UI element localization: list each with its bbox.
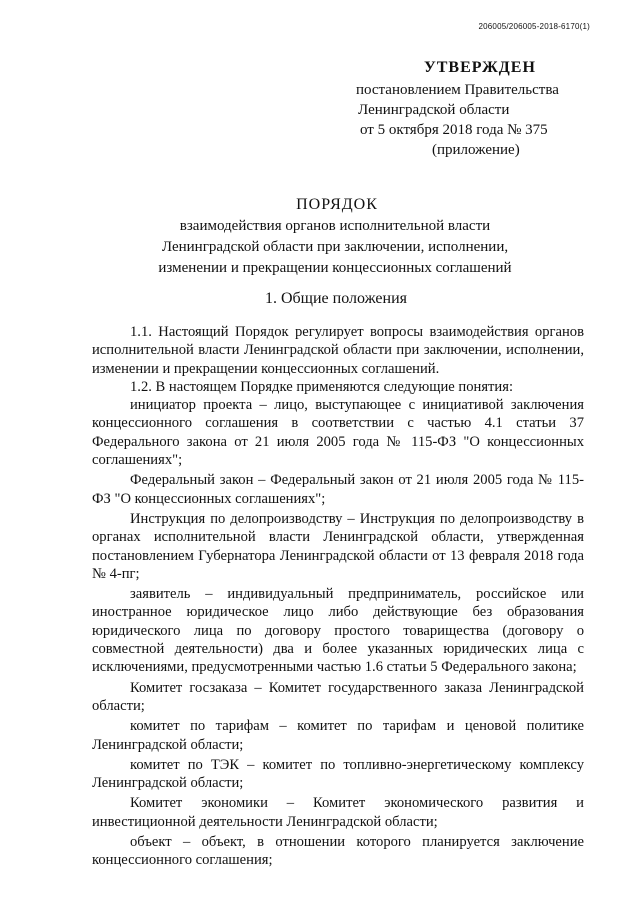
paragraph: 1.2. В настоящем Порядке применяются следующие понятия:: [130, 378, 514, 395]
section-heading: 1. Общие положения: [264, 290, 408, 307]
paragraph: комитет по ТЭК – комитет по топливно-энергетическому комплексу Ленинградской области;: [92, 756, 584, 792]
paragraph: инициатор проекта – лицо, выступающее с инициативой заключения концессионного соглашения в соответствии с частью 4.1 статьи 37 Федерального закона от 21 июля 2005 года № 115-ФЗ "О концессионных соглашениях";: [92, 397, 584, 469]
title-sub-line: взаимодействия органов исполнительной власти: [179, 218, 491, 234]
paragraph: заявитель – индивидуальный предприниматель, российское или иностранное юридическое лицо либо действующие без образования юридического лица по договору простого товарищества (договору о совместной деятельности) два и более указанных юридических лица с исключениями, предусмотренными частью 1.6 статьи 5 Федерального закона;: [92, 586, 584, 676]
paragraph: Комитет госзаказа – Комитет государственного заказа Ленинградской области;: [92, 679, 584, 714]
title-sub-line: Ленинградской области при заключении, исполнении,: [161, 239, 509, 255]
approval-line: Ленинградской области: [358, 102, 510, 118]
approval-line: (приложение): [432, 142, 520, 158]
paragraph: Федеральный закон – Федеральный закон от 21 июля 2005 года № 115-ФЗ "О концессионных соглашениях";: [92, 472, 584, 507]
title-sub-line: изменении и прекращении концессионных соглашений: [158, 260, 512, 276]
document-title: [0, 194, 640, 279]
document-body: [92, 323, 584, 870]
approval-title: УТВЕРЖДЕН: [424, 59, 536, 76]
title-main: ПОРЯДОК: [296, 196, 378, 213]
approval-line: постановлением Правительства: [356, 82, 559, 98]
paragraph: объект – объект, в отношении которого планируется заключение концессионного соглашения;: [92, 834, 584, 869]
paragraph: комитет по тарифам – комитет по тарифам и ценовой политике Ленинградской области;: [92, 718, 584, 753]
approval-stamp: [348, 56, 598, 160]
paragraph: Инструкция по делопроизводству – Инструкция по делопроизводству в органах исполнительной власти Ленинградской области, утвержденная постановлением Губернатора Ленинградской области от 13 февраля 2018 года № 4-пг;: [92, 510, 584, 582]
paragraph: 1.1. Настоящий Порядок регулирует вопросы взаимодействия органов исполнительной власти Ленинградской области при заключении, исполнении, изменении и прекращении концессионных соглашений.: [92, 324, 584, 377]
approval-line: от 5 октября 2018 года № 375: [360, 122, 548, 138]
paragraph: Комитет экономики – Комитет экономического развития и инвестиционной деятельности Ленинградской области;: [92, 795, 584, 830]
document-code: 206005/206005-2018-6170(1): [478, 22, 590, 31]
